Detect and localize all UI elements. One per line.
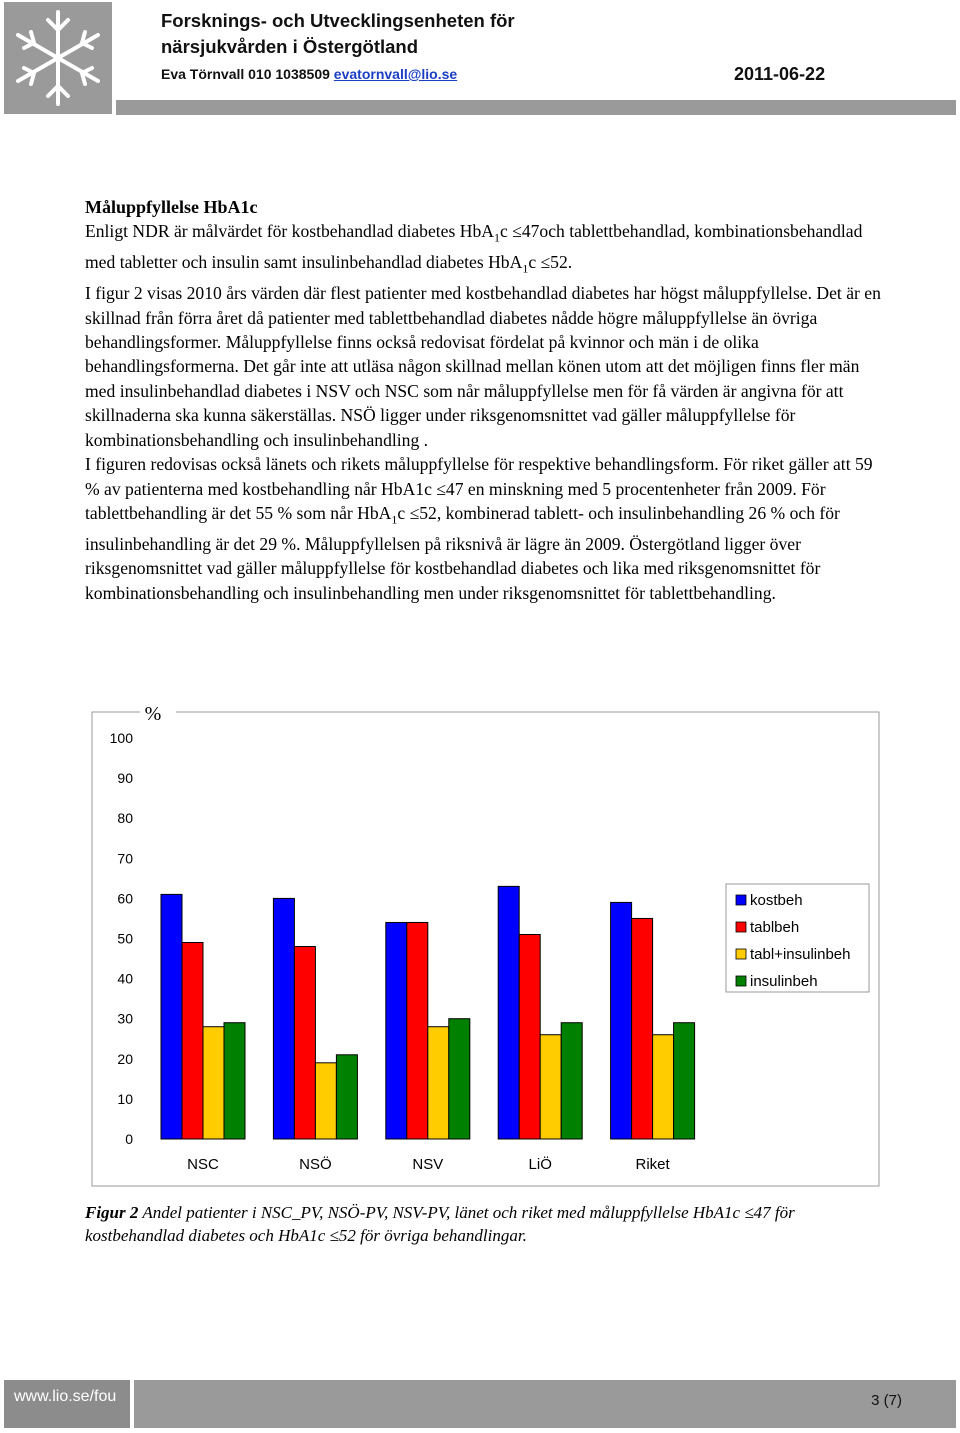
y-tick-label: 10 [117,1090,133,1107]
bar-insulinbeh-4 [674,1023,695,1139]
y-tick-label: 60 [117,890,133,907]
y-tick-label: 70 [117,850,133,867]
legend-label: insulinbeh [750,973,818,990]
organization-title [161,8,681,60]
p1-text-b: c ≤47och tablettbehandlad, kombinationsbehandlad med tabletter och insulin samt insulinbehandlad diabetes HbA [85,221,863,273]
legend-swatch [736,922,746,932]
section-heading: Måluppfyllelse HbA1c [85,197,258,217]
x-category-label: LiÖ [528,1156,552,1173]
bar-tablbeh-2 [407,922,428,1139]
p3-text-b: c ≤52, kombinerad tablett- och insulinbehandling 26 % och för insulinbehandling är det 29 %. Måluppfyllelsen på riksnivå är lägre än 2009. Östergötland ligger över riksgenomsnittet vad gäller måluppfyllelse för kostbehandlad diabetes och lika med riksgenomsnittet för kombinationsbehandling och insulinbehandling men under riksgenomsnittet för tablettbehandling. [85,502,840,603]
y-tick-label: 50 [117,930,133,947]
y-tick-label: 100 [109,730,133,746]
paragraph-3 [85,452,885,605]
footer-url[interactable]: www.lio.se/fou [4,1380,130,1428]
figure-caption [85,1201,885,1247]
caption-text: Andel patienter i NSC_PV, NSÖ-PV, NSV-PV, länet och riket med måluppfyllelse HbA1c ≤47 för kostbehandlad diabetes och HbA1c ≤52 för övriga behandlingar. [85,1203,795,1245]
bar-tablinsulinbeh-0 [203,1027,224,1139]
bar-kostbeh-2 [386,922,407,1139]
logo [4,2,112,114]
bar-tablbeh-3 [519,934,540,1139]
contact-line [161,64,457,84]
contact-email-link[interactable]: evatornvall@lio.se [333,66,458,82]
snowflake-logo-icon [4,2,112,114]
y-tick-label: 30 [117,1010,133,1027]
y-tick-label: 80 [117,810,133,827]
footer-bar [134,1380,956,1428]
p3-text-a: I figuren redovisas också länets och rikets måluppfyllelse för respektive behandlingsform. För riket gäller att 59 % av patienterna med kostbehandling når HbA1c ≤47 en minskning med 5 procentenheter från 2009. För tablettbehandling är det 55 % som når HbA [85,454,873,523]
legend-swatch [736,949,746,959]
bar-insulinbeh-2 [449,1019,470,1139]
bar-tablinsulinbeh-2 [428,1027,449,1139]
header-date: 2011-06-22 [734,64,826,84]
y-tick-label: 0 [125,1131,133,1147]
bar-tablinsulinbeh-1 [315,1063,336,1139]
p1-subscript-a: 1 [493,230,500,245]
bar-insulinbeh-0 [224,1023,245,1139]
x-category-label: NSV [412,1156,444,1173]
p1-text-c: c ≤52. [528,252,573,273]
contact-text: Eva Törnvall 010 1038509 [161,66,334,82]
bar-tablbeh-4 [632,918,653,1139]
x-category-label: Riket [635,1156,670,1173]
header-bar [116,100,956,115]
y-tick-label: 90 [117,770,133,787]
y-axis-unit-label: % [144,703,162,725]
y-tick-label: 20 [117,1050,133,1067]
page-header [0,0,960,118]
caption-label: Figur 2 [85,1203,139,1222]
legend-label: tabl+insulinbeh [750,946,851,963]
bar-tablinsulinbeh-3 [540,1035,561,1139]
bar-insulinbeh-3 [561,1023,582,1139]
bar-kostbeh-4 [611,902,632,1139]
bar-tablbeh-1 [294,947,315,1139]
legend-label: kostbeh [750,892,803,909]
x-category-label: NSÖ [299,1156,332,1173]
page-number: 3 (7) [871,1392,902,1409]
p1-text-a: Enligt NDR är målvärdet för kostbehandlad diabetes HbA [85,221,494,242]
bar-chart [0,690,960,1190]
bar-insulinbeh-1 [336,1055,357,1139]
legend-swatch [736,976,746,986]
paragraph-2: I figur 2 visas 2010 års värden där flest patienter med kostbehandlad diabetes har högst måluppfyllelse. Det är en skillnad från förra året då patienter med tablettbehandlad diabetes nådde högre måluppfyllelse än övriga behandlingsformer. Måluppfyllelse finns också redovisat fördelat på kvinnor och män i de olika behandlingsformerna. Det går inte att utläsa någon skillnad mellan könen utom att det möjligen finns fler män med insulinbehandlad diabetes i NSV och NSC som når måluppfyllelse men för få värden är angivna för att skillnaderna ska kunna säkerställas. NSÖ ligger under riksgenomsnittet vad gäller måluppfyllelse för kombinationsbehandling och insulinbehandling . [85,283,881,450]
org-line-1: Forsknings- och Utvecklingsenheten för [161,10,515,31]
bar-kostbeh-3 [498,886,519,1139]
legend-label: tablbeh [750,919,800,936]
paragraph-1 [85,219,885,281]
org-line-2: närsjukvården i Östergötland [161,36,419,57]
article-body [85,195,885,605]
y-tick-label: 40 [117,970,133,987]
bar-kostbeh-0 [161,894,182,1139]
bar-tablbeh-0 [182,943,203,1139]
chart-svg [0,690,960,1190]
bar-kostbeh-1 [273,898,294,1139]
bar-tablinsulinbeh-4 [653,1035,674,1139]
legend-swatch [736,895,746,905]
x-category-label: NSC [187,1156,219,1173]
page-footer [0,1380,960,1428]
p1-subscript-b: 1 [522,261,529,276]
p3-subscript: 1 [391,512,398,527]
